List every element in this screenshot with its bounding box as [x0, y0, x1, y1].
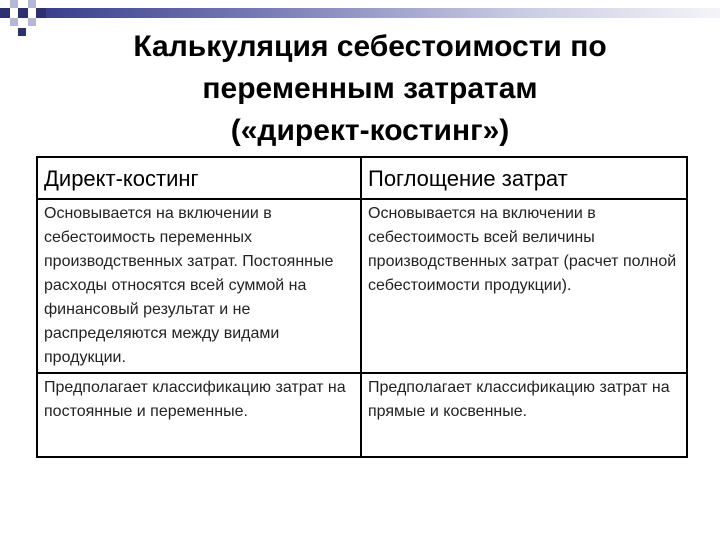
- corner-square: [10, 18, 18, 26]
- column-header-absorption-costing: Поглощение затрат: [361, 157, 687, 199]
- corner-square: [10, 0, 18, 8]
- table-cell: Основывается на включении в себестоимость переменных производственных затрат. Постоянные расходы относятся всей суммой на финансовый результат и не распределяются между видами продукции.: [37, 199, 361, 373]
- slide-title-line: («директ-костинг»): [230, 114, 510, 147]
- slide-title: [40, 26, 700, 152]
- comparison-table: [36, 156, 688, 458]
- corner-square: [18, 28, 26, 36]
- table-header-row: [37, 157, 687, 199]
- corner-square: [18, 8, 28, 18]
- table-row: [37, 373, 687, 457]
- table-row: [37, 199, 687, 373]
- slide-title-line: переменным затратам: [202, 72, 538, 105]
- table-cell: Основывается на включении в себестоимость всей величины производственных затрат (расчет полной себестоимости продукции).: [361, 199, 687, 373]
- corner-square: [28, 18, 36, 26]
- slide-title-line: Калькуляция себестоимости по: [133, 30, 607, 63]
- decorative-top-bar: [46, 8, 720, 18]
- corner-square: [0, 8, 10, 18]
- corner-square: [28, 0, 36, 8]
- table-cell: Предполагает классификацию затрат на постоянные и переменные.: [37, 373, 361, 457]
- table-cell: Предполагает классификацию затрат на прямые и косвенные.: [361, 373, 687, 457]
- corner-square: [36, 8, 46, 18]
- column-header-direct-costing: Директ-костинг: [37, 157, 361, 199]
